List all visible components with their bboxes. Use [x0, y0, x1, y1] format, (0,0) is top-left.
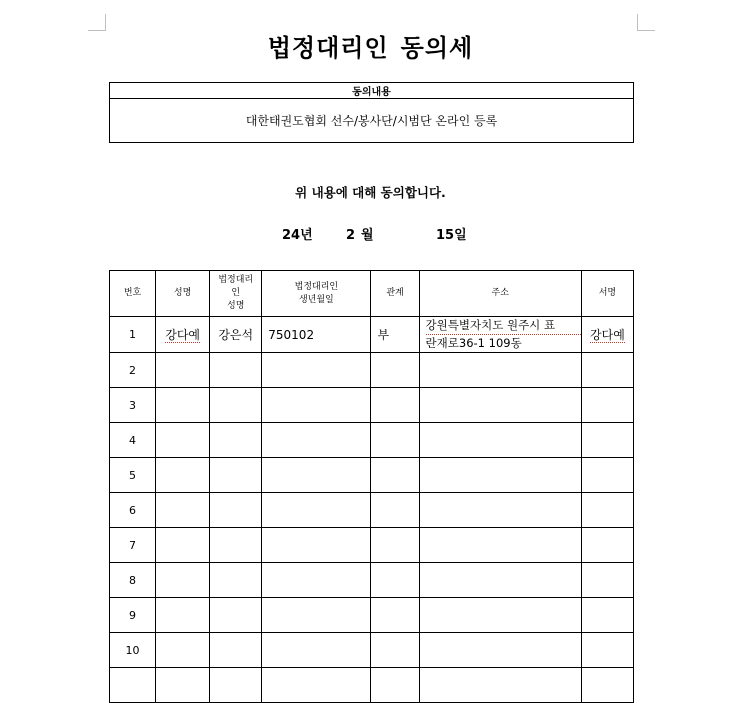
- cell-signature-text: 강다예: [590, 328, 625, 342]
- header-no: 번호: [110, 271, 156, 317]
- cell-guardian-birth: [262, 493, 371, 528]
- cell-guardian-birth: 750102: [262, 317, 371, 353]
- consent-header: 동의내용: [110, 83, 634, 99]
- cell-address: [419, 493, 581, 528]
- date-month-unit: 월: [361, 228, 374, 243]
- cell-guardian-birth: [262, 528, 371, 563]
- cell-no: 5: [110, 458, 156, 493]
- cell-relation: [371, 528, 419, 563]
- cell-signature: [581, 563, 633, 598]
- cell-name: [156, 388, 210, 423]
- table-row: [110, 388, 634, 423]
- cell-guardian-birth: [262, 353, 371, 388]
- cell-name: [156, 458, 210, 493]
- cell-address: [419, 353, 581, 388]
- cell-name: [156, 493, 210, 528]
- date-month-value: 2: [346, 228, 356, 243]
- cell-guardian-name: [210, 353, 262, 388]
- document-title: [0, 28, 741, 63]
- cell-address: [419, 563, 581, 598]
- consent-table: [109, 82, 634, 143]
- header-name: 성명: [156, 271, 210, 317]
- consent-content: 대한태권도협회 선수/봉사단/시범단 온라인 등록: [110, 99, 634, 143]
- cell-relation: [371, 668, 419, 703]
- cell-no: 4: [110, 423, 156, 458]
- cell-address-line1: 강원특별자치도 원주시 표: [426, 317, 581, 335]
- cell-address: [419, 423, 581, 458]
- cell-guardian-name: [210, 668, 262, 703]
- cell-signature: [581, 598, 633, 633]
- table-row: [110, 528, 634, 563]
- cell-address: [419, 388, 581, 423]
- header-relation: 관계: [371, 271, 419, 317]
- cell-no: 2: [110, 353, 156, 388]
- table-row: [110, 423, 634, 458]
- cell-relation: [371, 423, 419, 458]
- cell-relation: [371, 493, 419, 528]
- table-row: [110, 598, 634, 633]
- table-row: [110, 458, 634, 493]
- cell-signature: [581, 423, 633, 458]
- cell-guardian-birth: [262, 668, 371, 703]
- cell-no: 7: [110, 528, 156, 563]
- cell-signature: [581, 388, 633, 423]
- cell-guardian-name: [210, 493, 262, 528]
- table-row: [110, 633, 634, 668]
- cell-signature: [581, 668, 633, 703]
- cell-no: 1: [110, 317, 156, 353]
- cell-guardian-birth: [262, 423, 371, 458]
- cell-signature: [581, 528, 633, 563]
- cell-no: 8: [110, 563, 156, 598]
- cell-signature: [581, 458, 633, 493]
- date-day: 15일: [436, 228, 467, 243]
- header-address: 주소: [419, 271, 581, 317]
- cell-name: [156, 668, 210, 703]
- cell-address: [419, 528, 581, 563]
- cell-address: [419, 598, 581, 633]
- date-year: 24년: [282, 228, 313, 243]
- header-signature: 서명: [581, 271, 633, 317]
- cell-signature: [581, 493, 633, 528]
- cell-address: [419, 458, 581, 493]
- cell-relation: [371, 458, 419, 493]
- cell-guardian-birth: [262, 598, 371, 633]
- cell-relation: [371, 388, 419, 423]
- date-month: [346, 224, 374, 243]
- cell-relation: 부: [371, 317, 419, 353]
- cell-address-line2: 란재로36-1 109동: [425, 336, 522, 350]
- header-guardian-birth-line2: 생년월일: [298, 294, 334, 305]
- cell-guardian-name: [210, 633, 262, 668]
- table-row: [110, 353, 634, 388]
- cell-signature: [581, 317, 633, 353]
- table-row: [110, 493, 634, 528]
- header-guardian-name-line2: 인: [231, 288, 241, 298]
- cell-no: 3: [110, 388, 156, 423]
- cell-relation: [371, 633, 419, 668]
- cell-no: 10: [110, 633, 156, 668]
- cell-address: [419, 633, 581, 668]
- cell-no: [110, 668, 156, 703]
- cell-guardian-birth: [262, 458, 371, 493]
- cell-name: [156, 633, 210, 668]
- cell-name: [156, 563, 210, 598]
- cell-name-text: 강다예: [165, 328, 201, 342]
- cell-guardian-name: [210, 388, 262, 423]
- cell-guardian-birth: [262, 388, 371, 423]
- header-guardian-name-line1: 법정대리: [218, 275, 254, 285]
- header-guardian-name: [210, 271, 262, 317]
- cell-signature: [581, 353, 633, 388]
- cell-no: 6: [110, 493, 156, 528]
- agreement-statement: 위 내용에 대해 동의합니다.: [295, 185, 446, 200]
- guardian-table: [109, 270, 634, 703]
- cell-name: [156, 317, 210, 353]
- table-header-row: [110, 271, 634, 317]
- cell-name: [156, 528, 210, 563]
- cell-name: [156, 353, 210, 388]
- header-guardian-birth-line1: 법정대리인: [294, 281, 339, 292]
- table-row: [110, 563, 634, 598]
- cell-guardian-name: [210, 563, 262, 598]
- cell-signature: [581, 633, 633, 668]
- cell-guardian-birth: [262, 633, 371, 668]
- cell-address: [419, 317, 581, 353]
- cell-relation: [371, 353, 419, 388]
- cell-relation: [371, 563, 419, 598]
- cell-guardian-birth: [262, 563, 371, 598]
- cell-name: [156, 423, 210, 458]
- header-guardian-birth: [262, 271, 371, 317]
- table-row: [110, 668, 634, 703]
- cell-guardian-name: [210, 423, 262, 458]
- cell-name: [156, 598, 210, 633]
- cell-no: 9: [110, 598, 156, 633]
- cell-address: [419, 668, 581, 703]
- cell-guardian-name: [210, 528, 262, 563]
- table-row: [110, 317, 634, 353]
- cell-guardian-name: [210, 458, 262, 493]
- cell-guardian-name: 강은석: [210, 317, 262, 353]
- cell-relation: [371, 598, 419, 633]
- title-part2: 동의세: [400, 33, 474, 62]
- header-guardian-name-line3: 성명: [227, 301, 245, 311]
- cell-guardian-name: [210, 598, 262, 633]
- title-part1: 법정대리인: [267, 33, 389, 62]
